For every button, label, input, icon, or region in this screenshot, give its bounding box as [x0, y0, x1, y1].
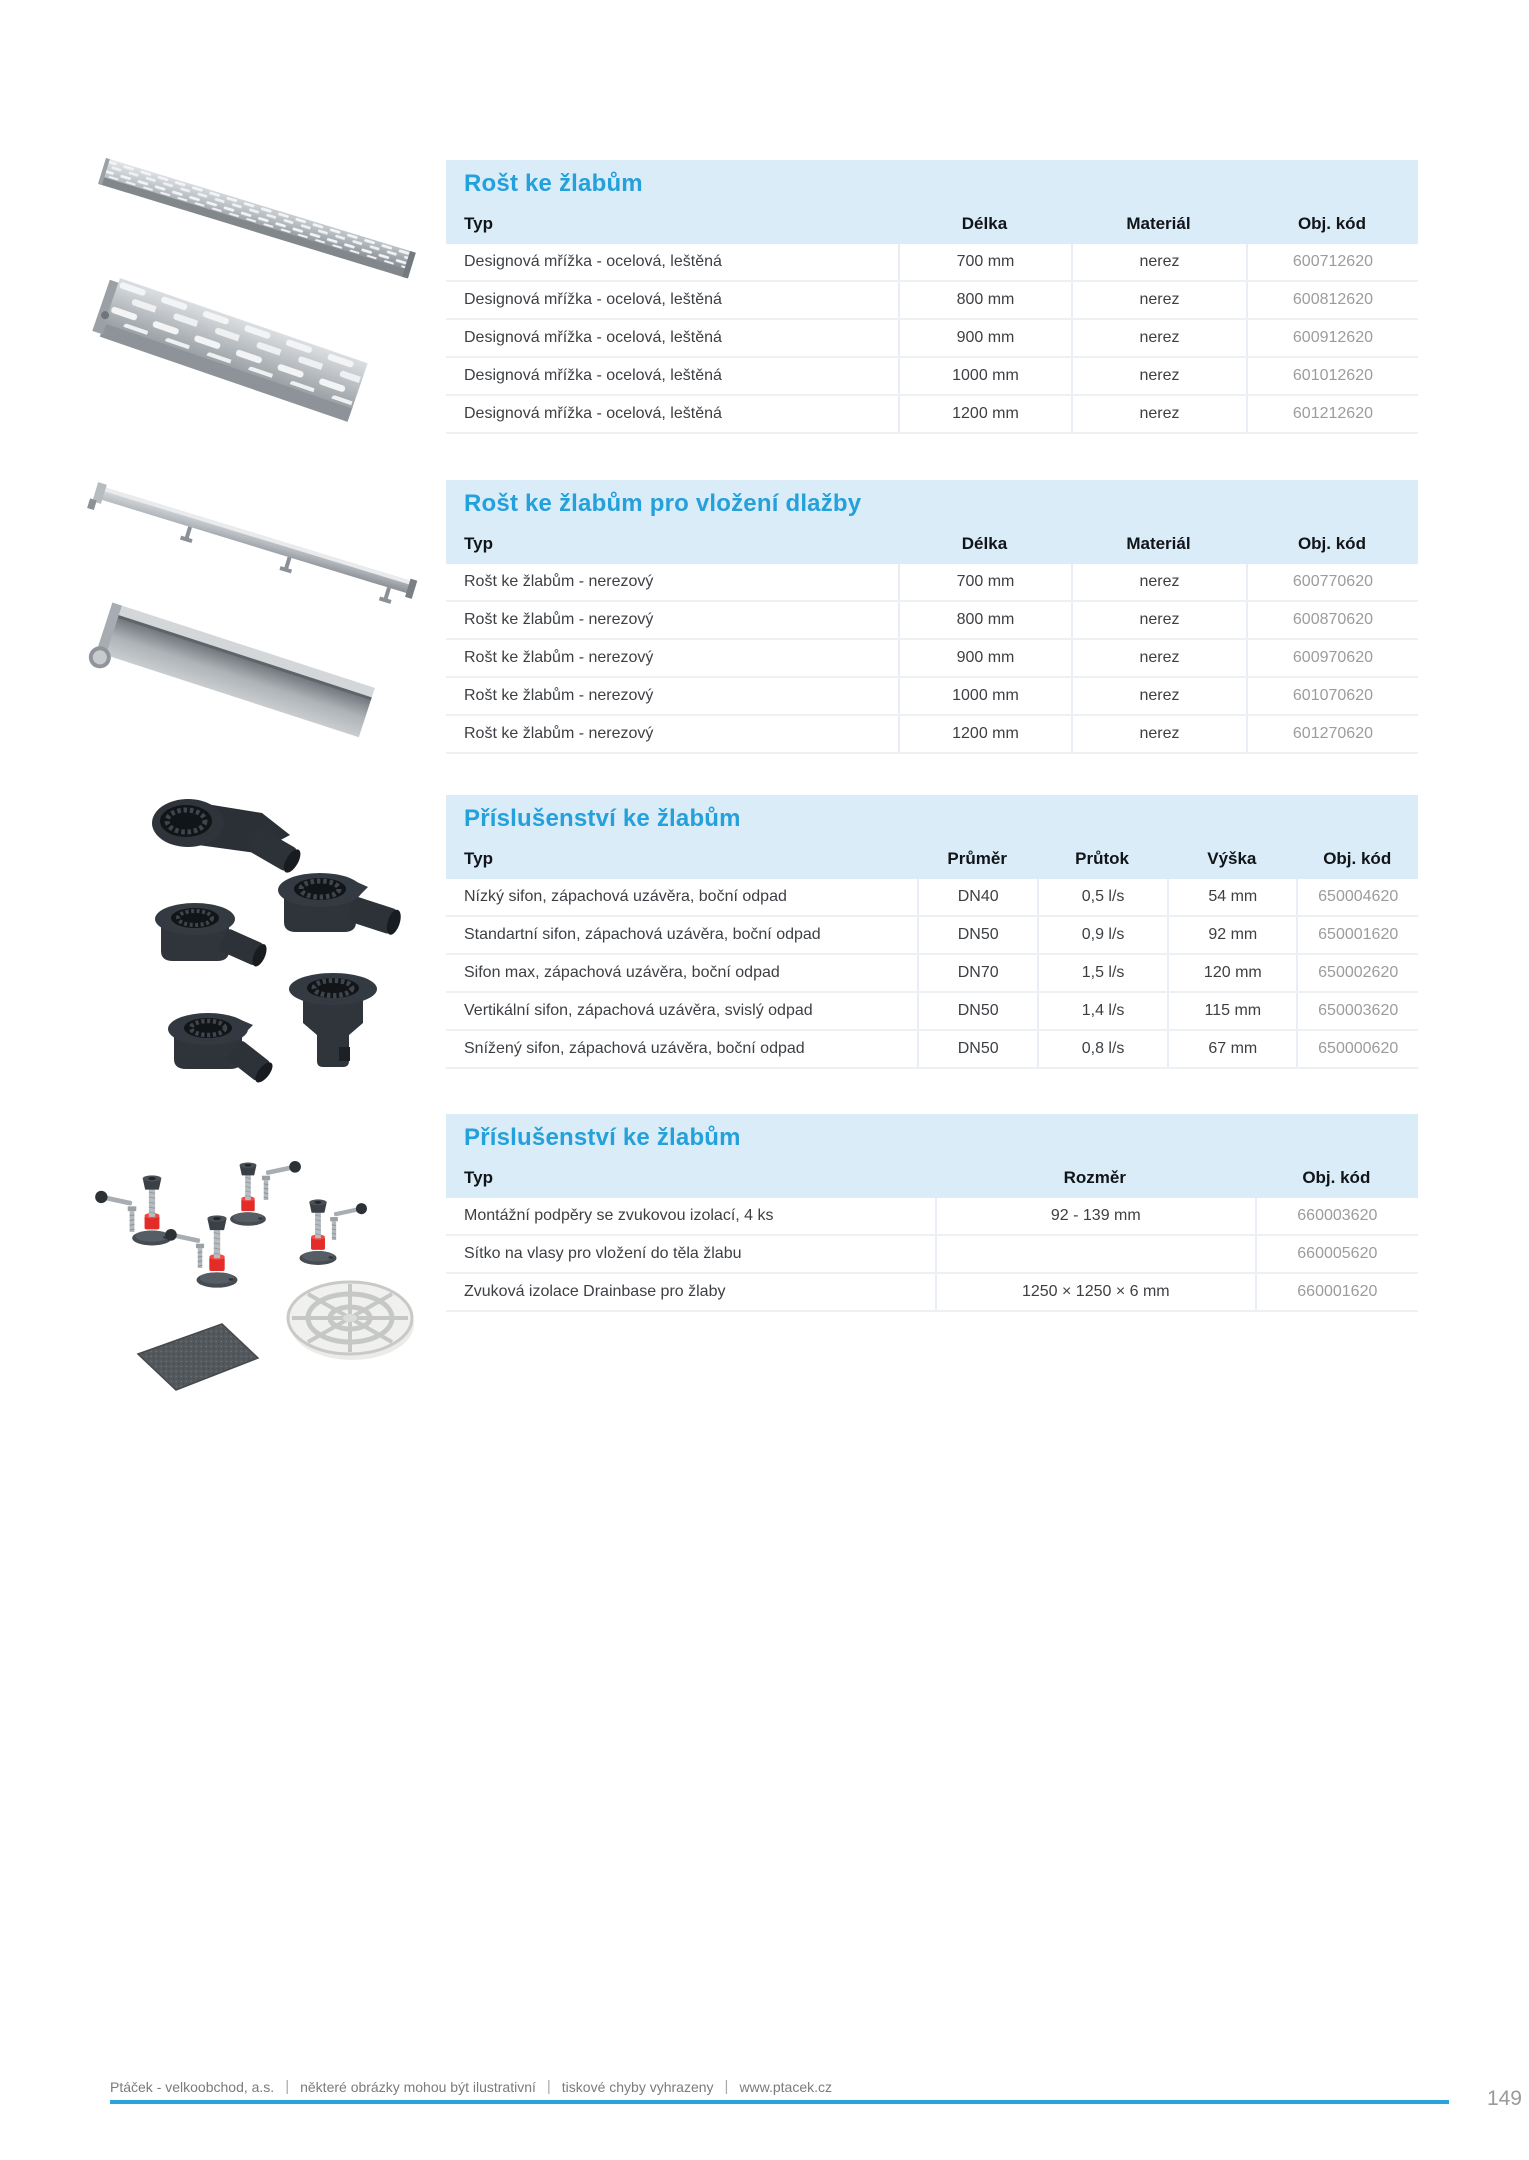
- footer-rule: [110, 2100, 1449, 2104]
- table-row: [446, 602, 1418, 640]
- table-cell: 1,5 l/s: [1037, 955, 1167, 991]
- cell-obj-code: 600970620: [1246, 640, 1418, 676]
- table-cell: 92 - 139 mm: [935, 1198, 1255, 1234]
- table-row: [446, 1236, 1418, 1274]
- siphon-standard: [155, 903, 269, 968]
- column-header: Obj. kód: [1297, 214, 1366, 233]
- table-cell: Designová mřížka - ocelová, leštěná: [464, 253, 722, 270]
- table-cell: DN40: [917, 879, 1037, 915]
- table-cell: DN70: [917, 955, 1037, 991]
- table-row: [446, 993, 1418, 1031]
- table-cell: nerez: [1071, 320, 1246, 356]
- table-title-band: [446, 1114, 1418, 1198]
- table-cell: Sítko na vlasy pro vložení do těla žlabu: [464, 1245, 742, 1262]
- column-header: Výška: [1207, 849, 1257, 868]
- table-cell: 800 mm: [898, 282, 1071, 318]
- table-cell: DN50: [917, 993, 1037, 1029]
- cell-obj-code: 601270620: [1246, 716, 1418, 752]
- column-header: Typ: [464, 214, 493, 233]
- product-image-design-grates: [70, 128, 430, 428]
- table-cell: 900 mm: [898, 640, 1071, 676]
- table-cell: 120 mm: [1167, 955, 1296, 991]
- product-image-siphons: [70, 785, 430, 1105]
- cell-obj-code: 650001620: [1296, 917, 1418, 953]
- table-cell: nerez: [1071, 358, 1246, 394]
- table-cell: 1200 mm: [898, 716, 1071, 752]
- page-number: 149: [1486, 2087, 1522, 2110]
- table-cell: nerez: [1071, 564, 1246, 600]
- cell-obj-code: 660005620: [1255, 1236, 1418, 1272]
- table-cell: Designová mřížka - ocelová, leštěná: [464, 367, 722, 384]
- table-cell: Snížený sifon, zápachová uzávěra, boční odpad: [464, 1040, 805, 1057]
- table-body: [446, 564, 1418, 754]
- table-row: [446, 678, 1418, 716]
- table-body: [446, 1198, 1418, 1312]
- table-cell: Rošt ke žlabům - nerezový: [464, 573, 654, 590]
- table-header-row: [446, 204, 1418, 244]
- table-cell: 1200 mm: [898, 396, 1071, 432]
- table-cell: Rošt ke žlabům - nerezový: [464, 725, 654, 742]
- cell-obj-code: 601012620: [1246, 358, 1418, 394]
- table-row: [446, 396, 1418, 434]
- column-header: Rozměr: [1063, 1168, 1126, 1187]
- table-cell: 67 mm: [1167, 1031, 1296, 1067]
- table-cell: Standartní sifon, zápachová uzávěra, boční odpad: [464, 926, 821, 943]
- table-cell: Montážní podpěry se zvukovou izolací, 4 ks: [464, 1207, 774, 1224]
- table-row: [446, 564, 1418, 602]
- column-header: Typ: [464, 534, 493, 553]
- table-row: [446, 879, 1418, 917]
- table-prislusenstvi-sifony: [446, 795, 1418, 1069]
- column-header: Délka: [961, 534, 1008, 553]
- table-cell: nerez: [1071, 640, 1246, 676]
- cell-obj-code: 600912620: [1246, 320, 1418, 356]
- cell-obj-code: 650002620: [1296, 955, 1418, 991]
- table-cell: nerez: [1071, 716, 1246, 752]
- table-cell: Nízký sifon, zápachová uzávěra, boční odpad: [464, 888, 787, 905]
- table-cell: Sifon max, zápachová uzávěra, boční odpad: [464, 964, 780, 981]
- column-header: Obj. kód: [1297, 534, 1366, 553]
- table-cell: 115 mm: [1167, 993, 1296, 1029]
- table-cell: 92 mm: [1167, 917, 1296, 953]
- footer-item: tiskové chyby vyhrazeny: [561, 2078, 714, 2095]
- column-header: Materiál: [1126, 214, 1191, 233]
- table-cell: 0,9 l/s: [1037, 917, 1167, 953]
- table-cell: 900 mm: [898, 320, 1071, 356]
- table-rost-pro-vlozeni-dlazby: [446, 480, 1418, 754]
- table-row: [446, 917, 1418, 955]
- table-title: Příslušenství ke žlabům: [464, 1124, 741, 1151]
- drain-siphons-set-illustration: [70, 785, 430, 1105]
- cell-obj-code: 600712620: [1246, 244, 1418, 280]
- footer-item: některé obrázky mohou být ilustrativní: [300, 2078, 536, 2095]
- table-row: [446, 320, 1418, 358]
- table-row: [446, 1031, 1418, 1069]
- table-header-row: [446, 839, 1418, 879]
- footer-items: [110, 2078, 832, 2095]
- table-row: [446, 955, 1418, 993]
- table-cell: Rošt ke žlabům - nerezový: [464, 687, 654, 704]
- table-title: Rošt ke žlabům pro vložení dlažby: [464, 490, 862, 517]
- column-header: Průměr: [947, 849, 1007, 868]
- table-body: [446, 244, 1418, 434]
- column-header: Typ: [464, 849, 493, 868]
- cell-obj-code: 660001620: [1255, 1274, 1418, 1310]
- table-cell: nerez: [1071, 602, 1246, 638]
- column-header: Typ: [464, 1168, 493, 1187]
- table-cell: 800 mm: [898, 602, 1071, 638]
- table-cell: [935, 1236, 1255, 1272]
- cell-obj-code: 600812620: [1246, 282, 1418, 318]
- column-header: Obj. kód: [1302, 1168, 1371, 1187]
- table-cell: 0,5 l/s: [1037, 879, 1167, 915]
- cell-obj-code: 600770620: [1246, 564, 1418, 600]
- table-cell: 1000 mm: [898, 358, 1071, 394]
- table-cell: nerez: [1071, 244, 1246, 280]
- table-header-row: [446, 524, 1418, 564]
- mounting-supports-group: [94, 1160, 368, 1288]
- column-header: Délka: [961, 214, 1008, 233]
- table-title-band: [446, 160, 1418, 244]
- footer-separator: |: [546, 2078, 551, 2095]
- table-cell: Vertikální sifon, zápachová uzávěra, svislý odpad: [464, 1002, 813, 1019]
- cell-obj-code: 650000620: [1296, 1031, 1418, 1067]
- table-row: [446, 358, 1418, 396]
- footer-separator: |: [285, 2078, 290, 2095]
- table-cell: Designová mřížka - ocelová, leštěná: [464, 405, 722, 422]
- tile-insert-channel-stainless-illustration: [70, 465, 430, 745]
- table-cell: nerez: [1071, 282, 1246, 318]
- product-image-tile-channels: [70, 465, 430, 745]
- table-row: [446, 640, 1418, 678]
- table-title: Rošt ke žlabům: [464, 170, 643, 197]
- table-cell: nerez: [1071, 678, 1246, 714]
- product-image-supports-accessories: [60, 1120, 440, 1410]
- table-prislusenstvi-ostatni: [446, 1114, 1418, 1312]
- table-title-band: [446, 480, 1418, 564]
- cell-obj-code: 600870620: [1246, 602, 1418, 638]
- table-row: [446, 716, 1418, 754]
- column-header: Materiál: [1126, 534, 1191, 553]
- table-rost-ke-zlabum: [446, 160, 1418, 434]
- cell-obj-code: 660003620: [1255, 1198, 1418, 1234]
- table-cell: Rošt ke žlabům - nerezový: [464, 611, 654, 628]
- cell-obj-code: 601070620: [1246, 678, 1418, 714]
- cell-obj-code: 601212620: [1246, 396, 1418, 432]
- table-cell: nerez: [1071, 396, 1246, 432]
- table-cell: Rošt ke žlabům - nerezový: [464, 649, 654, 666]
- table-row: [446, 1274, 1418, 1312]
- table-header-row: [446, 1158, 1418, 1198]
- footer-item: Ptáček - velkoobchod, a.s.: [110, 2078, 275, 2095]
- footer-item: www.ptacek.cz: [739, 2078, 833, 2095]
- table-cell: Designová mřížka - ocelová, leštěná: [464, 329, 722, 346]
- table-cell: 1,4 l/s: [1037, 993, 1167, 1029]
- cell-obj-code: 650003620: [1296, 993, 1418, 1029]
- table-title-band: [446, 795, 1418, 879]
- table-cell: Designová mřížka - ocelová, leštěná: [464, 291, 722, 308]
- table-cell: 54 mm: [1167, 879, 1296, 915]
- table-cell: 1000 mm: [898, 678, 1071, 714]
- table-row: [446, 1198, 1418, 1236]
- siphon-vertical: [289, 973, 377, 1067]
- table-cell: 700 mm: [898, 564, 1071, 600]
- table-cell: 700 mm: [898, 244, 1071, 280]
- column-header: Průtok: [1075, 849, 1129, 868]
- table-cell: Zvuková izolace Drainbase pro žlaby: [464, 1283, 726, 1300]
- table-row: [446, 244, 1418, 282]
- table-title: Příslušenství ke žlabům: [464, 805, 741, 832]
- table-cell: DN50: [917, 917, 1037, 953]
- table-cell: 0,8 l/s: [1037, 1031, 1167, 1067]
- column-header: Obj. kód: [1323, 849, 1392, 868]
- sound-insulation-mat: [138, 1324, 258, 1390]
- siphon-low-side-outlet: [152, 799, 304, 875]
- hair-sieve: [288, 1282, 414, 1360]
- design-grate-steel-polished-illustration: [70, 128, 430, 428]
- mounting-supports-sieve-insulation-illustration: [60, 1120, 440, 1410]
- cell-obj-code: 650004620: [1296, 879, 1418, 915]
- footer-separator: |: [724, 2078, 729, 2095]
- siphon-max: [278, 873, 403, 936]
- table-row: [446, 282, 1418, 320]
- table-cell: 1250 × 1250 × 6 mm: [935, 1274, 1255, 1310]
- siphon-lowered: [168, 1013, 276, 1085]
- table-cell: DN50: [917, 1031, 1037, 1067]
- table-body: [446, 879, 1418, 1069]
